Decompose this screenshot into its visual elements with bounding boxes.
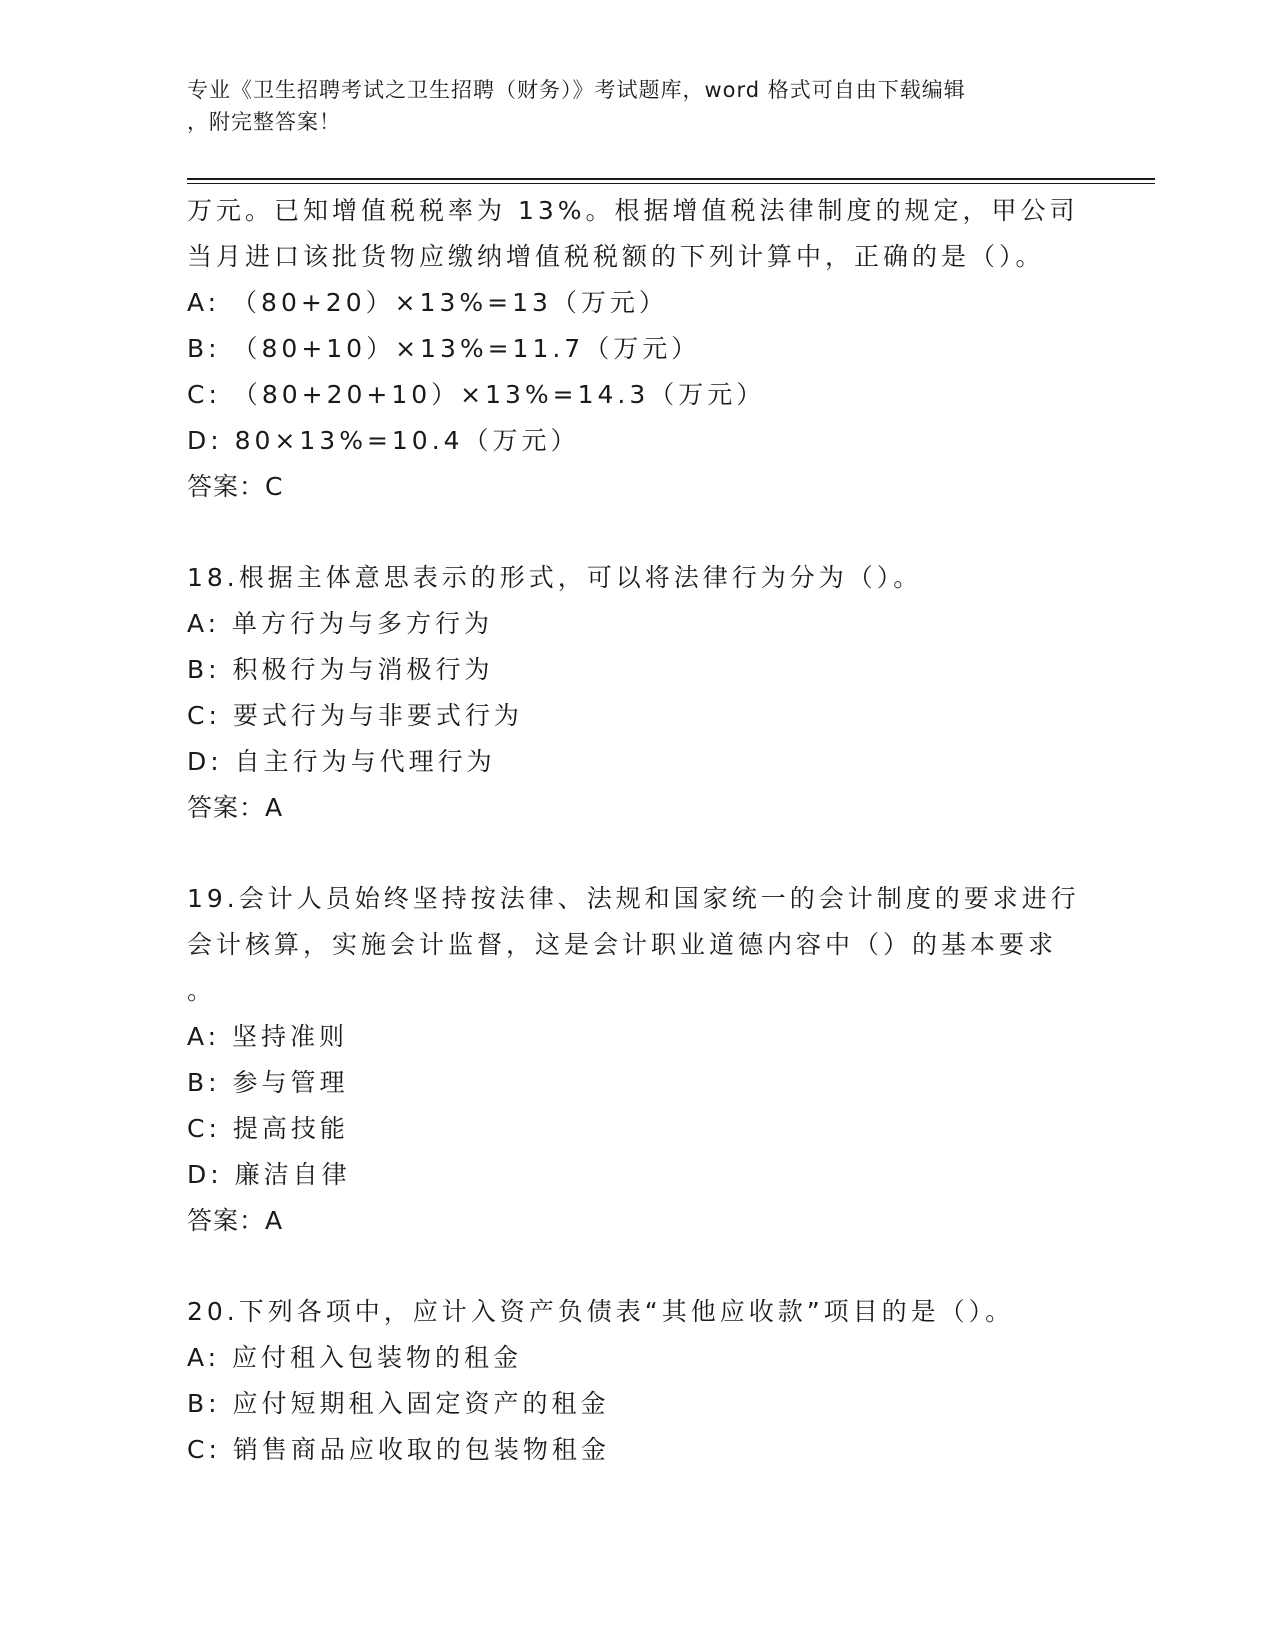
header-line-1: 专业《卫生招聘考试之卫生招聘（财务）》考试题库，word 格式可自由下载编辑 — [187, 78, 966, 102]
option-b: B: 参与管理 — [187, 1068, 349, 1097]
question-stem: 当月进口该批货物应缴纳增值税税额的下列计算中，正确的是（）。 — [187, 242, 1045, 271]
spacer — [187, 510, 1087, 555]
option-d: D: 自主行为与代理行为 — [187, 747, 496, 776]
question-stem: 。 — [187, 976, 217, 1005]
question-stem: 20.下列各项中，应计入资产负债表“其他应收款”项目的是（）。 — [187, 1297, 1015, 1326]
option-a: A: 坚持准则 — [187, 1022, 349, 1051]
option-d: D: 80×13%=10.4（万元） — [187, 426, 580, 455]
option-c: C: 提高技能 — [187, 1114, 349, 1143]
question-20 — [187, 1289, 1087, 1473]
spacer — [187, 1244, 1087, 1289]
option-c: C: 要式行为与非要式行为 — [187, 701, 523, 730]
question-18 — [187, 555, 1087, 831]
question-17 — [187, 188, 1087, 510]
question-list — [187, 188, 1087, 1473]
question-stem: 19.会计人员始终坚持按法律、法规和国家统一的会计制度的要求进行 — [187, 884, 1080, 913]
option-b: B: 应付短期租入固定资产的租金 — [187, 1389, 610, 1418]
option-b: B: （80+10）×13%=11.7（万元） — [187, 334, 701, 363]
answer: 答案：A — [187, 793, 284, 822]
option-a: A: （80+20）×13%=13（万元） — [187, 288, 668, 317]
option-d: D: 廉洁自律 — [187, 1160, 351, 1189]
option-a: A: 应付租入包装物的租金 — [187, 1343, 523, 1372]
page-header — [187, 74, 1067, 138]
option-b: B: 积极行为与消极行为 — [187, 655, 494, 684]
question-stem: 18.根据主体意思表示的形式，可以将法律行为分为（）。 — [187, 563, 923, 592]
header-line-2: ，附完整答案！ — [187, 110, 341, 134]
question-stem: 会计核算，实施会计监督，这是会计职业道德内容中（）的基本要求 — [187, 930, 1058, 959]
answer: 答案：C — [187, 472, 284, 501]
option-c: C: （80+20+10）×13%=14.3（万元） — [187, 380, 766, 409]
answer: 答案：A — [187, 1206, 284, 1235]
question-19 — [187, 876, 1087, 1244]
spacer — [187, 831, 1087, 876]
option-a: A: 单方行为与多方行为 — [187, 609, 494, 638]
option-c: C: 销售商品应收取的包装物租金 — [187, 1435, 610, 1464]
question-stem: 万元。已知增值税税率为 13%。根据增值税法律制度的规定，甲公司 — [187, 196, 1079, 225]
header-divider — [187, 178, 1155, 184]
